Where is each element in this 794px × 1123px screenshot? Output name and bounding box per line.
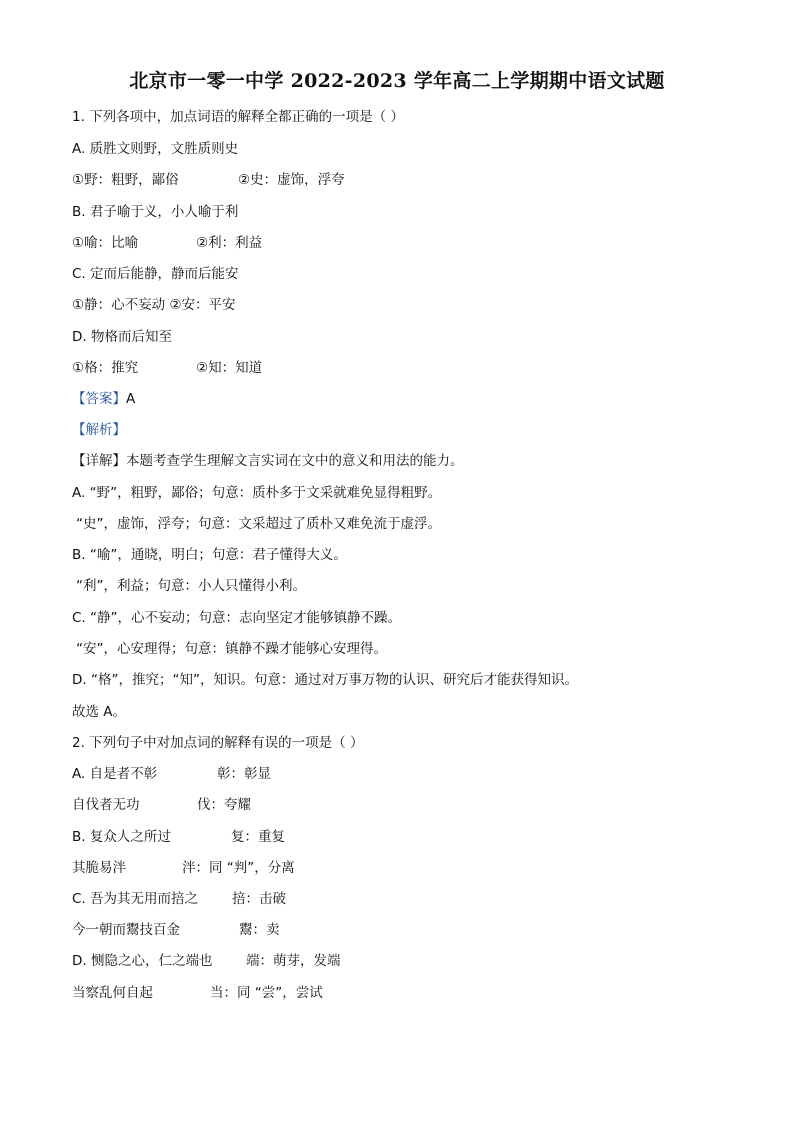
q2-sentence: 其脆易泮 (72, 860, 126, 876)
q2-gloss: 掊：击破 (232, 891, 286, 907)
q2-gloss: 彰：彰显 (217, 766, 271, 782)
q1-d-note-1: ①格：推究 (72, 360, 139, 376)
q1-a-note-1: ①野：粗野，鄙俗 (72, 172, 179, 188)
document-title: 北京市一零一中学 2022-2023 学年高二上学期期中语文试题 (129, 70, 665, 92)
analysis-line: “利”，利益；句意：小人只懂得小利。 (76, 578, 306, 594)
q1-option-d: D. 物格而后知至 (72, 329, 172, 345)
detail-label: 【详解】 (72, 453, 126, 469)
q1-a-note-2: ②史：虚饰，浮夸 (238, 172, 345, 188)
q2-gloss: 伐：夸耀 (197, 797, 251, 813)
analysis-line: A. “野”，粗野，鄙俗；句意：质朴多于文采就难免显得粗野。 (72, 485, 442, 501)
q2-gloss: 当：同 “尝”，尝试 (210, 985, 323, 1001)
q2-gloss: 泮：同 “判”，分离 (182, 860, 295, 876)
q1-b-note-1: ①喻：比喻 (72, 235, 139, 251)
q2-gloss: 复：重复 (231, 829, 285, 845)
q1-b-note-2: ②利：利益 (196, 235, 263, 251)
q1-stem: 1. 下列各项中，加点词语的解释全都正确的一项是（ ） (72, 109, 404, 125)
q1-detail (72, 452, 464, 470)
detail-text: 本题考查学生理解文言实词在文中的意义和用法的能力。 (126, 453, 464, 469)
analysis-conclusion: 故选 A。 (72, 704, 127, 720)
q1-option-c: C. 定而后能静，静而后能安 (72, 266, 239, 282)
q2-sentence: C. 吾为其无用而掊之 (72, 891, 199, 907)
q2-sentence: A. 自是者不彰 (72, 766, 158, 782)
analysis-line: B. “喻”，通晓，明白；句意：君子懂得大义。 (72, 547, 347, 563)
q1-d-note-2: ②知：知道 (196, 360, 263, 376)
q2-sentence: 自伐者无功 (72, 797, 140, 813)
q2-gloss: 鬻：卖 (239, 922, 280, 938)
q1-option-c-notes: ①静：心不妄动 ②安：平安 (72, 297, 236, 313)
analysis-line: D. “格”，推究；“知”，知识。句意：通过对万事万物的认识、研究后才能获得知识。 (72, 672, 578, 688)
q1-option-a: A. 质胜文则野，文胜质则史 (72, 141, 239, 157)
q2-sentence: 今一朝而鬻技百金 (72, 922, 180, 938)
q2-sentence: B. 复众人之所过 (72, 829, 171, 845)
answer-value: A (126, 391, 136, 407)
q2-sentence: 当察乱何自起 (72, 985, 153, 1001)
q2-sentence: D. 恻隐之心，仁之端也 (72, 953, 213, 969)
q1-option-b: B. 君子喻于义，小人喻于利 (72, 204, 239, 220)
analysis-line: C. “静”，心不妄动；句意：志向坚定才能够镇静不躁。 (72, 610, 401, 626)
analysis-line: “安”，心安理得；句意：镇静不躁才能够心安理得。 (76, 641, 387, 657)
q2-gloss: 端：萌芽，发端 (246, 953, 341, 969)
q1-answer (72, 390, 135, 408)
analysis-line: “史”，虚饰，浮夸；句意：文采超过了质朴又难免流于虚浮。 (76, 516, 441, 532)
answer-label: 【答案】 (72, 391, 126, 407)
analysis-label: 【解析】 (72, 422, 126, 438)
q2-stem: 2. 下列句子中对加点词的解释有误的一项是（ ） (72, 735, 364, 751)
